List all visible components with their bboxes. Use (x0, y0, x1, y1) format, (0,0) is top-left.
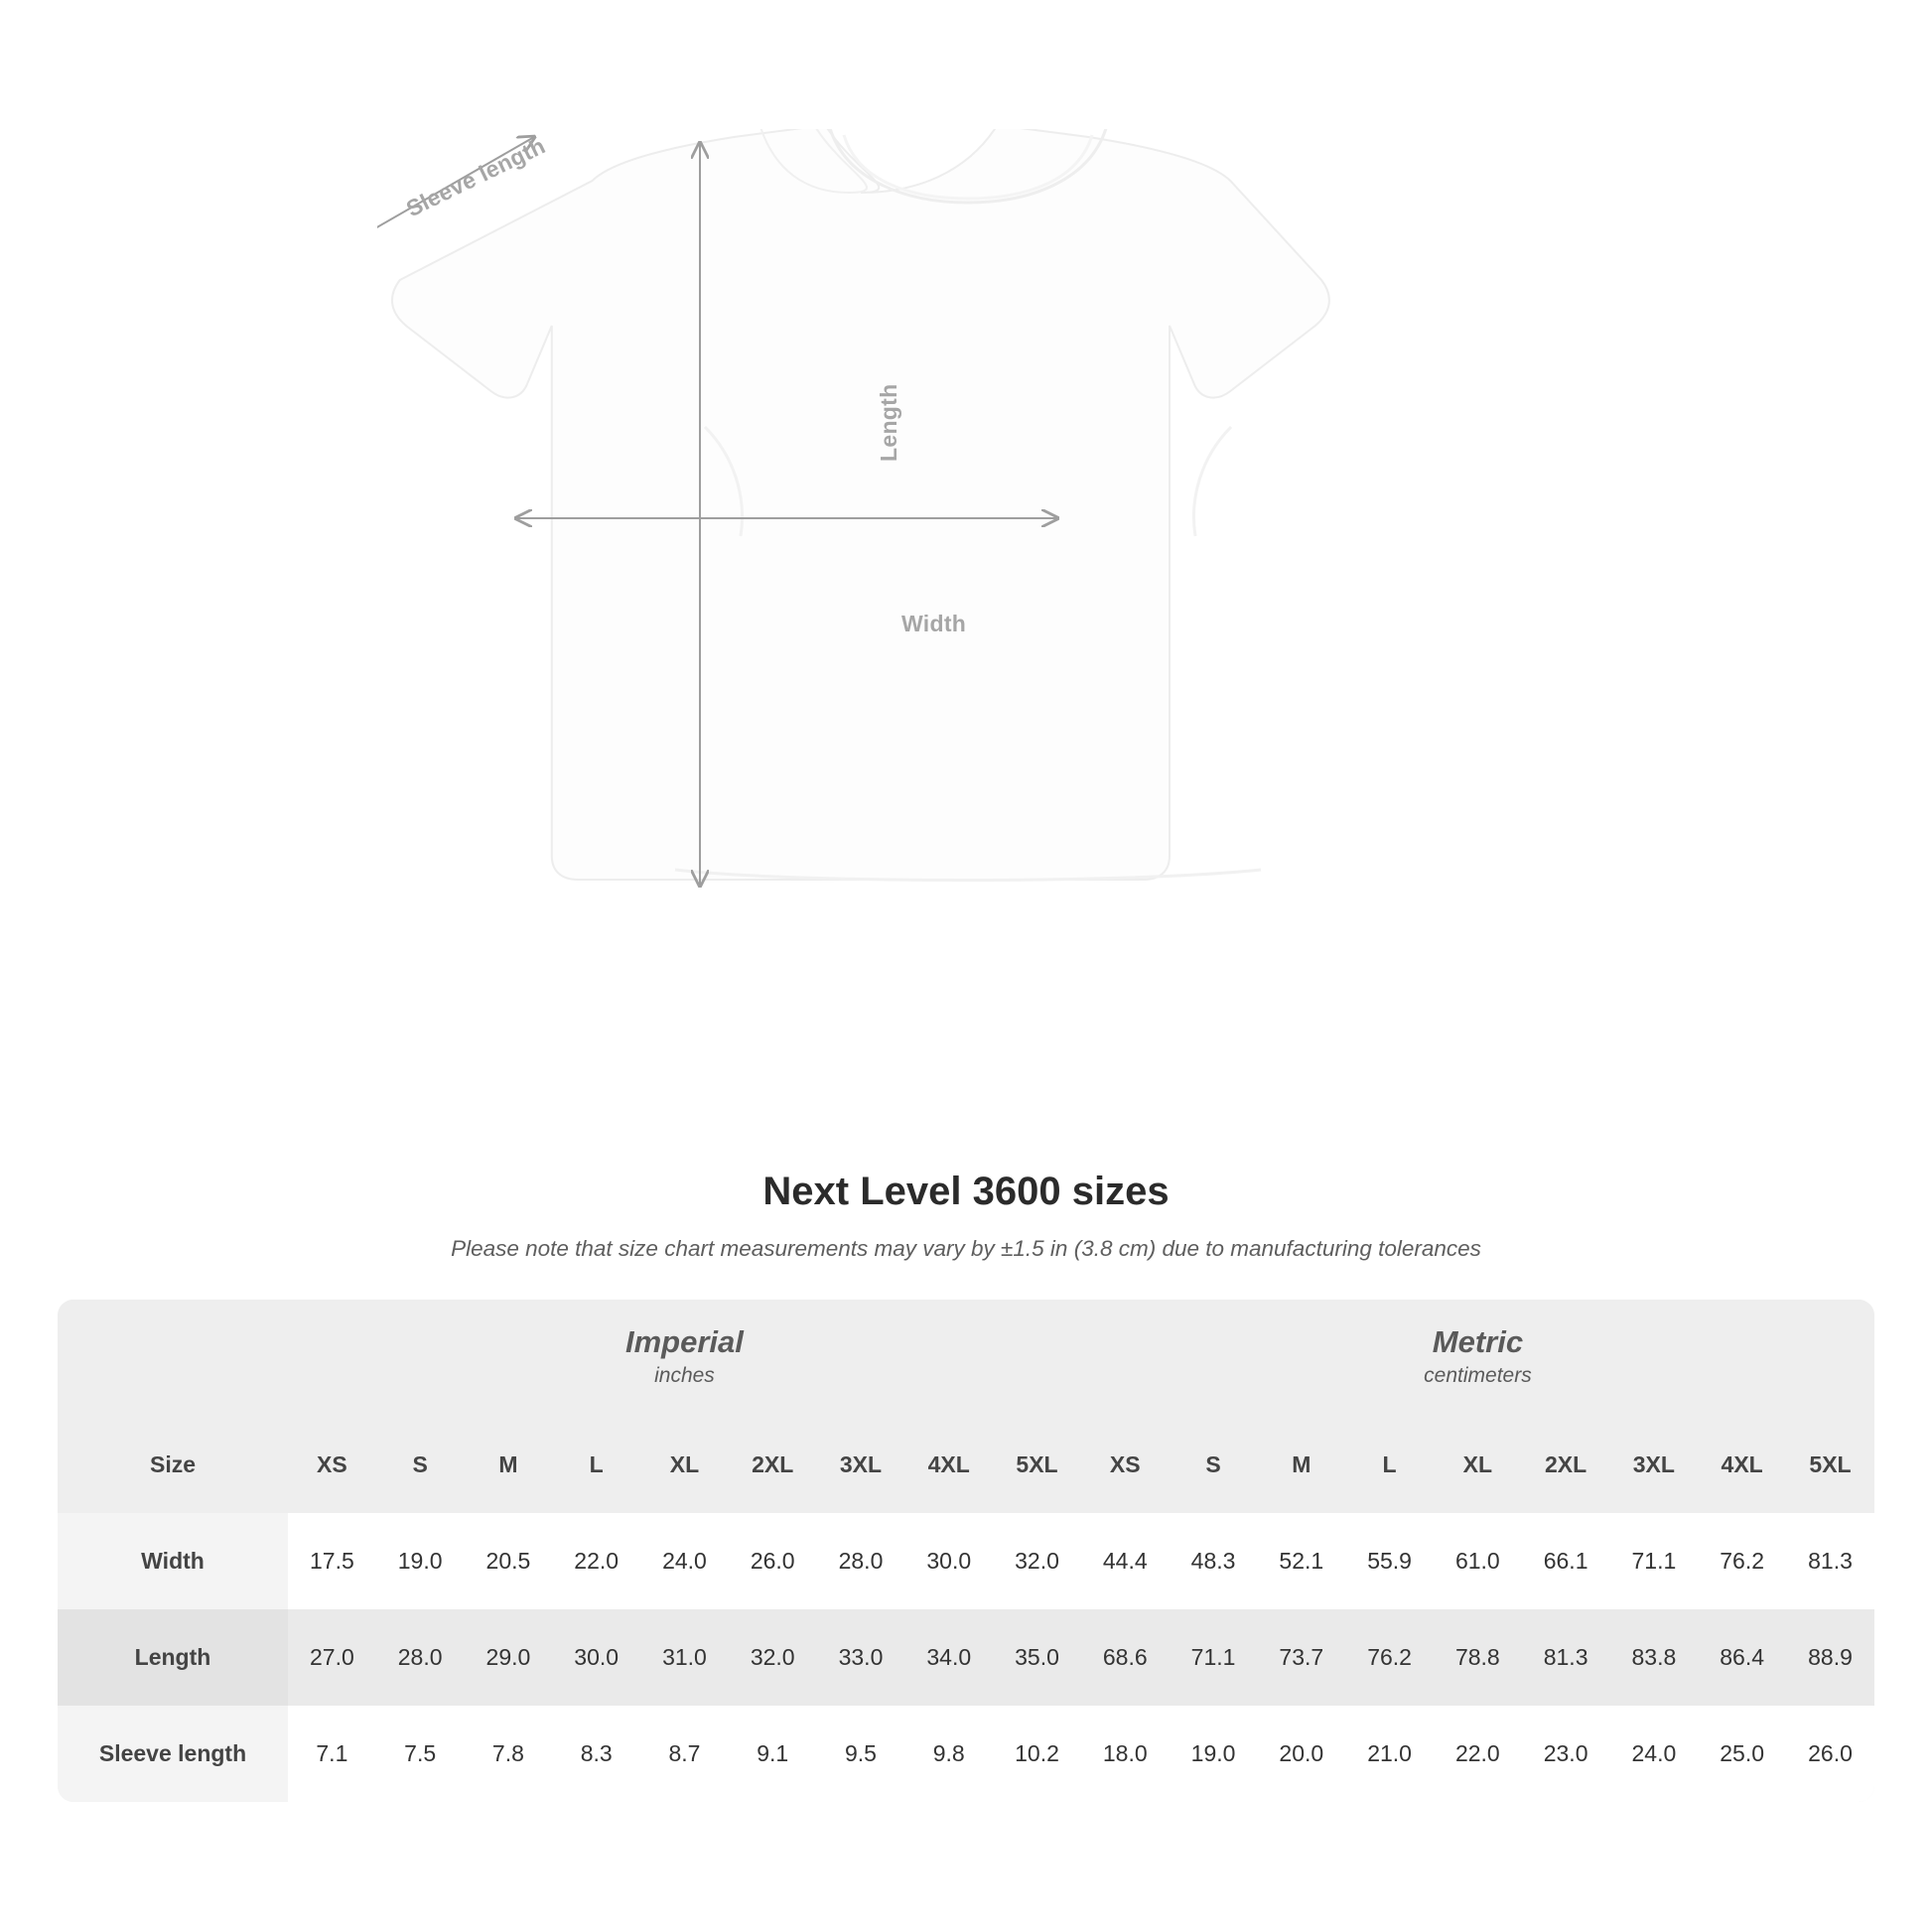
column-header-imperial-2xl: 2XL (729, 1417, 817, 1513)
unit-group-sub: inches (654, 1364, 715, 1388)
cell-length-met-2xl: 81.3 (1522, 1609, 1610, 1706)
cell-width-met-2xl: 66.1 (1522, 1513, 1610, 1609)
cell-width-imp-l: 22.0 (552, 1513, 640, 1609)
cell-length-met-xl: 78.8 (1434, 1609, 1522, 1706)
column-header-imperial-m: M (465, 1417, 553, 1513)
unit-group-imperial (288, 1300, 1081, 1417)
cell-width-met-m: 52.1 (1257, 1513, 1345, 1609)
cell-width-met-3xl: 71.1 (1609, 1513, 1698, 1609)
cell-sleeve-length-met-2xl: 23.0 (1522, 1706, 1610, 1802)
row-header-size: Size (58, 1417, 288, 1513)
cell-sleeve-length-imp-5xl: 10.2 (993, 1706, 1081, 1802)
cell-length-imp-3xl: 33.0 (817, 1609, 905, 1706)
column-header-metric-xl: XL (1434, 1417, 1522, 1513)
cell-length-met-s: 71.1 (1170, 1609, 1258, 1706)
column-header-metric-5xl: 5XL (1786, 1417, 1874, 1513)
size-table (58, 1300, 1874, 1802)
cell-sleeve-length-imp-m: 7.8 (465, 1706, 553, 1802)
cell-sleeve-length-met-5xl: 26.0 (1786, 1706, 1874, 1802)
cell-length-met-l: 76.2 (1345, 1609, 1434, 1706)
column-header-metric-s: S (1170, 1417, 1258, 1513)
cell-width-imp-m: 20.5 (465, 1513, 553, 1609)
cell-sleeve-length-met-4xl: 25.0 (1698, 1706, 1786, 1802)
label-sleeve-length: Sleeve length (402, 132, 550, 222)
unit-group-name: Imperial (625, 1324, 744, 1360)
unit-group-name: Metric (1432, 1324, 1524, 1360)
cell-width-met-4xl: 76.2 (1698, 1513, 1786, 1609)
cell-width-imp-4xl: 30.0 (904, 1513, 993, 1609)
cell-sleeve-length-met-l: 21.0 (1345, 1706, 1434, 1802)
column-header-imperial-5xl: 5XL (993, 1417, 1081, 1513)
cell-width-imp-5xl: 32.0 (993, 1513, 1081, 1609)
column-header-imperial-s: S (376, 1417, 465, 1513)
unit-header-spacer (58, 1300, 288, 1417)
cell-sleeve-length-imp-s: 7.5 (376, 1706, 465, 1802)
cell-width-met-xs: 44.4 (1081, 1513, 1170, 1609)
cell-length-imp-xl: 31.0 (640, 1609, 729, 1706)
cell-sleeve-length-met-s: 19.0 (1170, 1706, 1258, 1802)
cell-length-met-xs: 68.6 (1081, 1609, 1170, 1706)
table-row (58, 1609, 1874, 1706)
cell-sleeve-length-imp-3xl: 9.5 (817, 1706, 905, 1802)
column-header-metric-xs: XS (1081, 1417, 1170, 1513)
column-header-imperial-xl: XL (640, 1417, 729, 1513)
cell-length-imp-4xl: 34.0 (904, 1609, 993, 1706)
cell-width-met-xl: 61.0 (1434, 1513, 1522, 1609)
cell-length-imp-5xl: 35.0 (993, 1609, 1081, 1706)
page-title: Next Level 3600 sizes (762, 1170, 1170, 1213)
page-subtitle: Please note that size chart measurements may vary by ±1.5 in (3.8 cm) due to manufacturing tolerances (451, 1236, 1481, 1261)
title-block (0, 1170, 1932, 1262)
label-length: Length (876, 383, 901, 462)
column-header-metric-2xl: 2XL (1522, 1417, 1610, 1513)
column-header-imperial-3xl: 3XL (817, 1417, 905, 1513)
cell-width-imp-s: 19.0 (376, 1513, 465, 1609)
cell-length-imp-l: 30.0 (552, 1609, 640, 1706)
row-label-length: Length (58, 1609, 288, 1706)
cell-width-imp-xl: 24.0 (640, 1513, 729, 1609)
cell-length-imp-xs: 27.0 (288, 1609, 376, 1706)
cell-sleeve-length-met-3xl: 24.0 (1609, 1706, 1698, 1802)
label-width: Width (901, 611, 967, 636)
cell-sleeve-length-imp-xs: 7.1 (288, 1706, 376, 1802)
cell-length-met-3xl: 83.8 (1609, 1609, 1698, 1706)
cell-sleeve-length-met-xs: 18.0 (1081, 1706, 1170, 1802)
column-header-metric-4xl: 4XL (1698, 1417, 1786, 1513)
cell-width-imp-2xl: 26.0 (729, 1513, 817, 1609)
cell-length-met-5xl: 88.9 (1786, 1609, 1874, 1706)
row-label-sleeve-length: Sleeve length (58, 1706, 288, 1802)
cell-sleeve-length-imp-2xl: 9.1 (729, 1706, 817, 1802)
size-table-wrapper (58, 1300, 1874, 1802)
cell-length-imp-m: 29.0 (465, 1609, 553, 1706)
row-label-width: Width (58, 1513, 288, 1609)
cell-width-met-5xl: 81.3 (1786, 1513, 1874, 1609)
table-row (58, 1706, 1874, 1802)
column-header-metric-m: M (1257, 1417, 1345, 1513)
cell-length-imp-2xl: 32.0 (729, 1609, 817, 1706)
unit-group-sub: centimeters (1424, 1364, 1532, 1388)
cell-sleeve-length-imp-xl: 8.7 (640, 1706, 729, 1802)
cell-sleeve-length-imp-l: 8.3 (552, 1706, 640, 1802)
tshirt-icon (377, 129, 1559, 913)
cell-sleeve-length-met-xl: 22.0 (1434, 1706, 1522, 1802)
cell-sleeve-length-met-m: 20.0 (1257, 1706, 1345, 1802)
size-header-row (58, 1417, 1874, 1513)
column-header-imperial-xs: XS (288, 1417, 376, 1513)
column-header-metric-l: L (1345, 1417, 1434, 1513)
cell-width-imp-xs: 17.5 (288, 1513, 376, 1609)
cell-width-imp-3xl: 28.0 (817, 1513, 905, 1609)
column-header-imperial-4xl: 4XL (904, 1417, 993, 1513)
cell-length-imp-s: 28.0 (376, 1609, 465, 1706)
cell-length-met-m: 73.7 (1257, 1609, 1345, 1706)
tshirt-diagram (377, 129, 1559, 913)
column-header-imperial-l: L (552, 1417, 640, 1513)
cell-length-met-4xl: 86.4 (1698, 1609, 1786, 1706)
cell-sleeve-length-imp-4xl: 9.8 (904, 1706, 993, 1802)
column-header-metric-3xl: 3XL (1609, 1417, 1698, 1513)
cell-width-met-l: 55.9 (1345, 1513, 1434, 1609)
table-row (58, 1513, 1874, 1609)
cell-width-met-s: 48.3 (1170, 1513, 1258, 1609)
unit-group-metric (1081, 1300, 1874, 1417)
unit-header-row (58, 1300, 1874, 1417)
